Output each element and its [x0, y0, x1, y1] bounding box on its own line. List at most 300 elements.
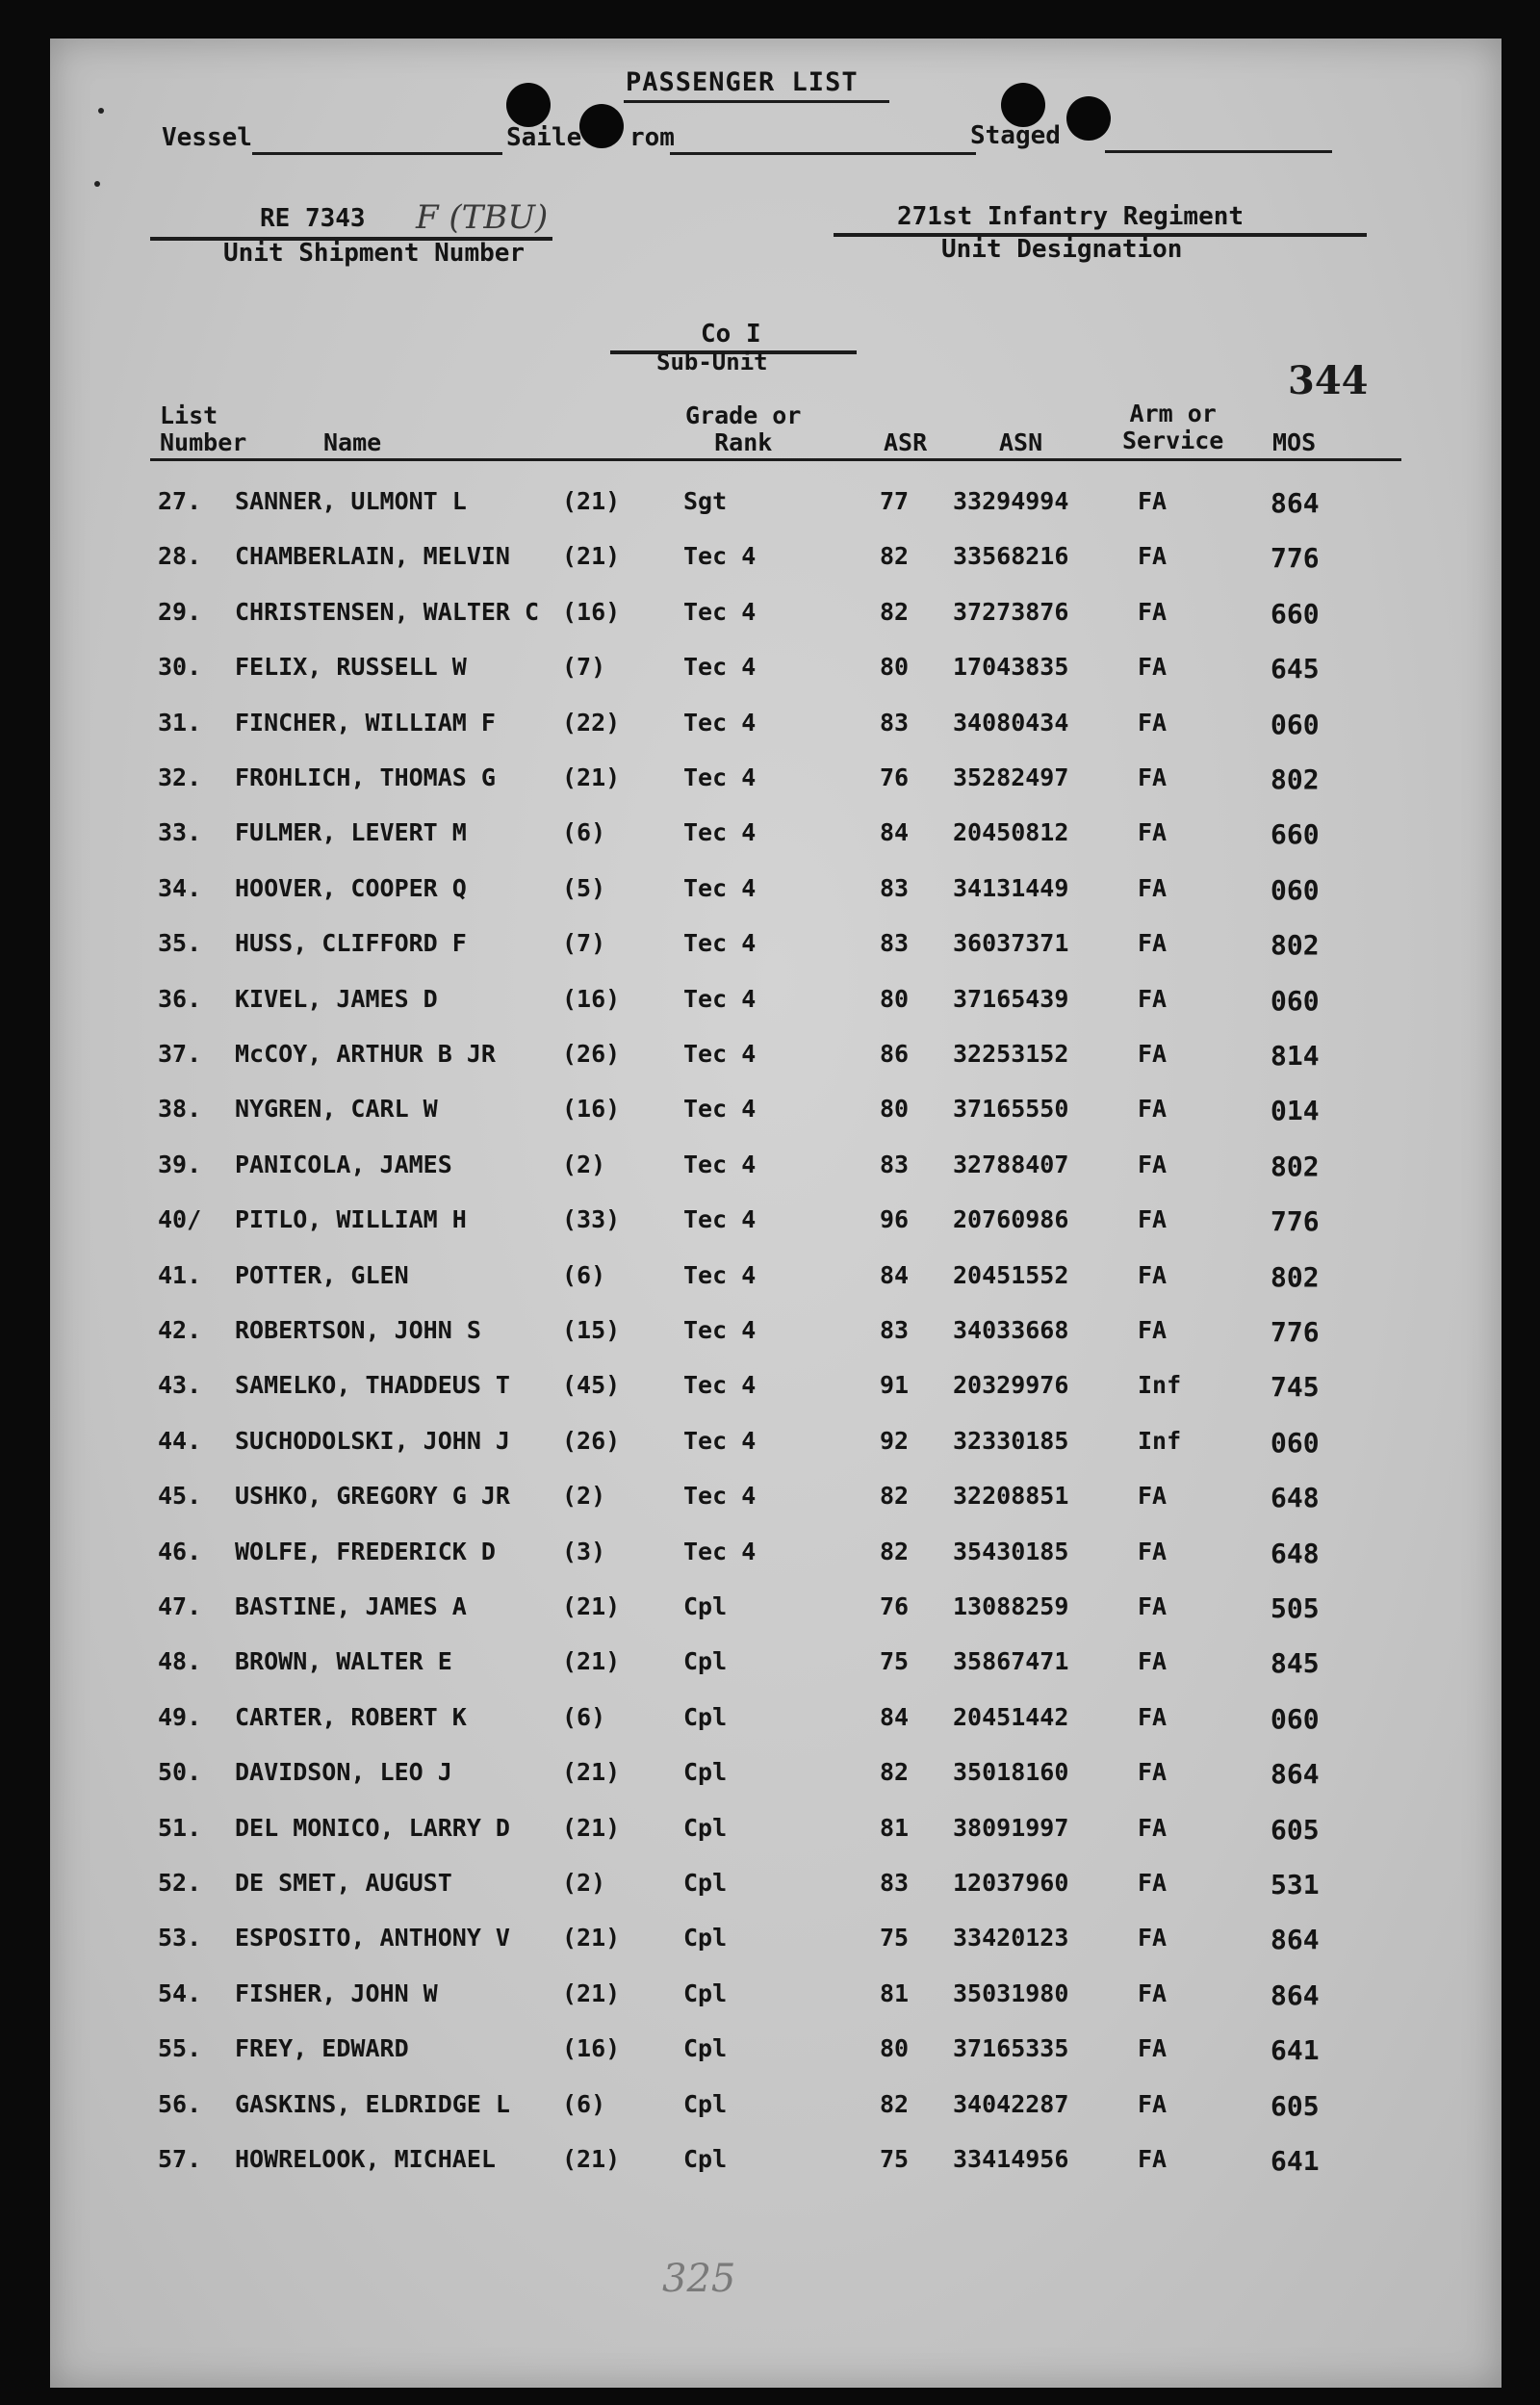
row-asn: 38091997	[953, 1813, 1069, 1842]
row-asr: 77	[880, 487, 910, 515]
sub-unit: Co I	[701, 320, 761, 349]
col-header-list	[160, 402, 246, 456]
row-name: ROBERTSON, JOHN S	[235, 1316, 481, 1344]
row-arm: FA	[1138, 1040, 1168, 1068]
row-asn: 13088259	[953, 1592, 1069, 1620]
row-name: FELIX, RUSSELL W	[235, 653, 467, 682]
row-code: (21)	[562, 1647, 621, 1676]
row-asr: 75	[880, 1647, 910, 1676]
row-asn: 32208851	[953, 1482, 1069, 1511]
row-arm: FA	[1138, 1316, 1168, 1344]
row-asr: 81	[880, 1978, 910, 2007]
row-asr: 84	[880, 1260, 910, 1289]
row-number: 36.	[158, 984, 202, 1013]
shipment-label: Unit Shipment Number	[223, 239, 526, 268]
row-arm: FA	[1138, 1869, 1168, 1897]
row-name: DAVIDSON, LEO J	[235, 1758, 452, 1787]
vessel-field-line	[252, 152, 502, 155]
table-row	[50, 1924, 1502, 1979]
col-header-grade	[685, 402, 801, 456]
row-mos: 648	[1270, 1482, 1320, 1514]
row-asr: 80	[880, 1095, 910, 1124]
row-code: (16)	[562, 597, 621, 626]
row-asr: 80	[880, 984, 910, 1013]
row-name: HOOVER, COOPER Q	[235, 873, 467, 902]
col-header-arm-top: Arm or	[1129, 400, 1217, 427]
table-row	[50, 709, 1502, 764]
row-code: (2)	[562, 1869, 606, 1897]
row-arm: FA	[1138, 1978, 1168, 2007]
col-header-list-top: List	[160, 401, 218, 429]
row-mos: 660	[1270, 597, 1320, 630]
row-mos: 641	[1270, 2034, 1320, 2067]
row-mos: 802	[1270, 1260, 1320, 1293]
row-grade: Cpl	[683, 1702, 728, 1731]
row-grade: Tec 4	[683, 1095, 757, 1124]
row-name: PITLO, WILLIAM H	[235, 1205, 467, 1234]
table-row	[50, 929, 1502, 985]
row-mos: 531	[1270, 1869, 1320, 1901]
row-name: FINCHER, WILLIAM F	[235, 708, 496, 737]
row-mos: 605	[1270, 2089, 1320, 2122]
row-asn: 35430185	[953, 1537, 1069, 1565]
row-asr: 83	[880, 929, 910, 958]
row-arm: FA	[1138, 542, 1168, 571]
row-asr: 84	[880, 1702, 910, 1731]
row-mos: 814	[1270, 1040, 1320, 1072]
row-number: 35.	[158, 929, 202, 958]
row-asr: 75	[880, 1924, 910, 1952]
row-asr: 75	[880, 2145, 910, 2173]
row-name: CARTER, ROBERT K	[235, 1702, 467, 1731]
row-arm: FA	[1138, 1260, 1168, 1289]
row-code: (21)	[562, 2145, 621, 2173]
row-mos: 060	[1270, 984, 1320, 1017]
row-asn: 34131449	[953, 873, 1069, 902]
row-asr: 82	[880, 1482, 910, 1511]
row-number: 38.	[158, 1095, 202, 1124]
row-code: (2)	[562, 1150, 606, 1178]
col-header-grade-top: Grade or	[685, 401, 802, 429]
row-asr: 82	[880, 542, 910, 571]
row-asn: 35867471	[953, 1647, 1069, 1676]
row-arm: FA	[1138, 1095, 1168, 1124]
staged-field-line	[1105, 150, 1332, 153]
row-asn: 35282497	[953, 763, 1069, 791]
row-arm: FA	[1138, 1758, 1168, 1787]
row-arm: FA	[1138, 929, 1168, 958]
row-asr: 76	[880, 1592, 910, 1620]
row-grade: Cpl	[683, 1924, 728, 1952]
row-mos: 845	[1270, 1647, 1320, 1680]
table-row	[50, 2034, 1502, 2090]
row-asn: 20760986	[953, 1205, 1069, 1234]
row-grade: Cpl	[683, 1869, 728, 1897]
row-arm: FA	[1138, 1150, 1168, 1178]
table-row	[50, 1979, 1502, 2035]
row-code: (6)	[562, 818, 606, 847]
table-row	[50, 1151, 1502, 1206]
row-arm: FA	[1138, 1647, 1168, 1676]
unit-designation: 271st Infantry Regiment	[897, 202, 1245, 231]
footer-handwritten-number: 325	[662, 2257, 736, 2301]
shipment-number: RE 7343	[260, 204, 366, 233]
row-mos: 776	[1270, 542, 1320, 575]
row-asr: 82	[880, 597, 910, 626]
row-number: 53.	[158, 1924, 202, 1952]
row-grade: Cpl	[683, 1647, 728, 1676]
row-grade: Tec 4	[683, 818, 757, 847]
row-grade: Tec 4	[683, 873, 757, 902]
row-arm: Inf	[1138, 1371, 1182, 1400]
row-asr: 76	[880, 763, 910, 791]
row-asn: 32788407	[953, 1150, 1069, 1178]
row-name: GASKINS, ELDRIDGE L	[235, 2089, 510, 2118]
column-header-rule	[150, 458, 1401, 461]
row-asn: 37273876	[953, 597, 1069, 626]
row-code: (33)	[562, 1205, 621, 1234]
row-code: (3)	[562, 1537, 606, 1565]
punch-hole-icon	[1066, 96, 1111, 141]
row-asn: 33294994	[953, 487, 1069, 515]
row-asr: 86	[880, 1040, 910, 1068]
row-code: (21)	[562, 1924, 621, 1952]
row-mos: 060	[1270, 1702, 1320, 1735]
table-row	[50, 1592, 1502, 1648]
row-mos: 864	[1270, 1924, 1320, 1956]
row-code: (15)	[562, 1316, 621, 1344]
sailed-field-line	[670, 152, 976, 155]
row-asn: 37165439	[953, 984, 1069, 1013]
row-arm: FA	[1138, 1537, 1168, 1565]
row-name: KIVEL, JAMES D	[235, 984, 438, 1013]
row-code: (21)	[562, 1758, 621, 1787]
row-arm: FA	[1138, 487, 1168, 515]
row-code: (21)	[562, 487, 621, 515]
row-arm: FA	[1138, 2034, 1168, 2063]
row-name: BASTINE, JAMES A	[235, 1592, 467, 1620]
table-row	[50, 1261, 1502, 1317]
row-number: 34.	[158, 873, 202, 902]
row-arm: FA	[1138, 708, 1168, 737]
row-number: 29.	[158, 597, 202, 626]
table-row	[50, 763, 1502, 819]
row-name: DE SMET, AUGUST	[235, 1869, 452, 1897]
row-asn: 37165335	[953, 2034, 1069, 2063]
row-name: POTTER, GLEN	[235, 1260, 409, 1289]
from-label: rom	[629, 123, 675, 152]
row-asn: 34080434	[953, 708, 1069, 737]
table-row	[50, 1814, 1502, 1870]
col-header-list-bottom: Number	[160, 428, 247, 456]
row-grade: Cpl	[683, 2089, 728, 2118]
row-arm: FA	[1138, 873, 1168, 902]
table-row	[50, 1647, 1502, 1703]
vessel-label: Vessel	[162, 123, 252, 152]
row-code: (21)	[562, 763, 621, 791]
row-arm: FA	[1138, 1702, 1168, 1731]
row-mos: 864	[1270, 1758, 1320, 1791]
row-name: DEL MONICO, LARRY D	[235, 1813, 510, 1842]
row-asr: 83	[880, 708, 910, 737]
row-asn: 12037960	[953, 1869, 1069, 1897]
row-name: SUCHODOLSKI, JOHN J	[235, 1426, 510, 1455]
table-row	[50, 2090, 1502, 2146]
row-name: CHAMBERLAIN, MELVIN	[235, 542, 510, 571]
row-grade: Tec 4	[683, 763, 757, 791]
row-grade: Tec 4	[683, 708, 757, 737]
row-asn: 34033668	[953, 1316, 1069, 1344]
row-number: 48.	[158, 1647, 202, 1676]
table-row	[50, 1758, 1502, 1814]
row-mos: 864	[1270, 1978, 1320, 2011]
table-row	[50, 653, 1502, 709]
row-asn: 36037371	[953, 929, 1069, 958]
row-grade: Tec 4	[683, 653, 757, 682]
page-title: PASSENGER LIST	[626, 67, 859, 97]
row-name: FISHER, JOHN W	[235, 1978, 438, 2007]
designation-label: Unit Designation	[941, 235, 1183, 264]
table-row	[50, 1205, 1502, 1261]
row-code: (16)	[562, 2034, 621, 2063]
row-code: (16)	[562, 1095, 621, 1124]
speck-icon	[94, 181, 100, 187]
row-code: (6)	[562, 2089, 606, 2118]
row-code: (16)	[562, 984, 621, 1013]
row-mos: 605	[1270, 1813, 1320, 1846]
row-grade: Tec 4	[683, 1426, 757, 1455]
row-number: 44.	[158, 1426, 202, 1455]
row-name: NYGREN, CARL W	[235, 1095, 438, 1124]
row-mos: 802	[1270, 1150, 1320, 1182]
table-row	[50, 1040, 1502, 1096]
row-asn: 20450812	[953, 818, 1069, 847]
row-asr: 91	[880, 1371, 910, 1400]
row-number: 45.	[158, 1482, 202, 1511]
row-grade: Cpl	[683, 1813, 728, 1842]
row-mos: 802	[1270, 763, 1320, 795]
row-grade: Tec 4	[683, 1260, 757, 1289]
row-arm: FA	[1138, 984, 1168, 1013]
row-name: FREY, EDWARD	[235, 2034, 409, 2063]
col-header-asr: ASR	[884, 428, 928, 456]
row-mos: 745	[1270, 1371, 1320, 1404]
row-grade: Tec 4	[683, 929, 757, 958]
row-asn: 20329976	[953, 1371, 1069, 1400]
row-name: FROHLICH, THOMAS G	[235, 763, 496, 791]
row-number: 33.	[158, 818, 202, 847]
row-asn: 33420123	[953, 1924, 1069, 1952]
table-row	[50, 874, 1502, 930]
row-grade: Tec 4	[683, 542, 757, 571]
row-asr: 81	[880, 1813, 910, 1842]
row-number: 28.	[158, 542, 202, 571]
shipment-handwritten-note: F (TBU)	[416, 198, 549, 237]
table-row	[50, 1869, 1502, 1925]
row-number: 57.	[158, 2145, 202, 2173]
row-name: ESPOSITO, ANTHONY V	[235, 1924, 510, 1952]
row-code: (2)	[562, 1482, 606, 1511]
row-grade: Tec 4	[683, 1537, 757, 1565]
row-arm: FA	[1138, 2089, 1168, 2118]
col-header-mos: MOS	[1272, 428, 1317, 456]
row-grade: Tec 4	[683, 1316, 757, 1344]
row-number: 43.	[158, 1371, 202, 1400]
row-mos: 060	[1270, 708, 1320, 740]
row-mos: 014	[1270, 1095, 1320, 1127]
row-name: PANICOLA, JAMES	[235, 1150, 452, 1178]
row-name: HOWRELOOK, MICHAEL	[235, 2145, 496, 2173]
row-asn: 33568216	[953, 542, 1069, 571]
row-number: 51.	[158, 1813, 202, 1842]
row-code: (26)	[562, 1040, 621, 1068]
row-name: USHKO, GREGORY G JR	[235, 1482, 510, 1511]
row-mos: 776	[1270, 1316, 1320, 1348]
table-row	[50, 1316, 1502, 1372]
sailed-label: Saile	[506, 123, 582, 152]
row-asn: 17043835	[953, 653, 1069, 682]
row-number: 41.	[158, 1260, 202, 1289]
sub-unit-label: Sub-Unit	[656, 349, 768, 375]
title-underline	[624, 100, 889, 103]
row-name: HUSS, CLIFFORD F	[235, 929, 467, 958]
row-code: (21)	[562, 542, 621, 571]
row-mos: 660	[1270, 818, 1320, 851]
row-arm: FA	[1138, 1592, 1168, 1620]
row-arm: FA	[1138, 2145, 1168, 2173]
row-mos: 505	[1270, 1592, 1320, 1624]
row-asn: 32253152	[953, 1040, 1069, 1068]
row-code: (26)	[562, 1426, 621, 1455]
row-mos: 641	[1270, 2145, 1320, 2177]
row-number: 31.	[158, 708, 202, 737]
row-number: 49.	[158, 1702, 202, 1731]
row-asr: 82	[880, 1537, 910, 1565]
col-header-name: Name	[323, 428, 382, 456]
row-code: (21)	[562, 1592, 621, 1620]
row-asn: 35018160	[953, 1758, 1069, 1787]
row-number: 52.	[158, 1869, 202, 1897]
row-code: (21)	[562, 1813, 621, 1842]
row-number: 50.	[158, 1758, 202, 1787]
row-asr: 80	[880, 2034, 910, 2063]
row-asr: 80	[880, 653, 910, 682]
row-mos: 060	[1270, 1426, 1320, 1459]
row-arm: FA	[1138, 1813, 1168, 1842]
row-grade: Tec 4	[683, 1205, 757, 1234]
table-row	[50, 2145, 1502, 2201]
table-row	[50, 985, 1502, 1041]
row-mos: 776	[1270, 1205, 1320, 1238]
row-grade: Cpl	[683, 2034, 728, 2063]
table-row	[50, 1703, 1502, 1759]
row-number: 32.	[158, 763, 202, 791]
row-asr: 92	[880, 1426, 910, 1455]
row-number: 56.	[158, 2089, 202, 2118]
row-asr: 83	[880, 873, 910, 902]
table-row	[50, 1538, 1502, 1593]
row-name: SAMELKO, THADDEUS T	[235, 1371, 510, 1400]
row-asn: 35031980	[953, 1978, 1069, 2007]
row-name: SANNER, ULMONT L	[235, 487, 467, 515]
row-grade: Cpl	[683, 2145, 728, 2173]
row-code: (6)	[562, 1260, 606, 1289]
row-name: CHRISTENSEN, WALTER C	[235, 597, 540, 626]
row-grade: Tec 4	[683, 1371, 757, 1400]
punch-hole-icon	[579, 104, 624, 148]
row-grade: Tec 4	[683, 984, 757, 1013]
row-asr: 82	[880, 2089, 910, 2118]
row-asn: 37165550	[953, 1095, 1069, 1124]
row-code: (22)	[562, 708, 621, 737]
row-grade: Cpl	[683, 1758, 728, 1787]
table-row	[50, 487, 1502, 543]
table-row	[50, 1095, 1502, 1151]
row-mos: 060	[1270, 873, 1320, 906]
row-asn: 34042287	[953, 2089, 1069, 2118]
row-arm: FA	[1138, 763, 1168, 791]
row-grade: Cpl	[683, 1978, 728, 2007]
row-number: 27.	[158, 487, 202, 515]
row-asn: 20451552	[953, 1260, 1069, 1289]
row-asr: 82	[880, 1758, 910, 1787]
row-grade: Tec 4	[683, 597, 757, 626]
row-number: 55.	[158, 2034, 202, 2063]
row-number: 39.	[158, 1150, 202, 1178]
row-arm: FA	[1138, 653, 1168, 682]
row-asr: 83	[880, 1869, 910, 1897]
col-header-arm	[1122, 401, 1223, 454]
row-number: 46.	[158, 1537, 202, 1565]
table-row	[50, 818, 1502, 874]
row-number: 47.	[158, 1592, 202, 1620]
row-mos: 648	[1270, 1537, 1320, 1569]
document-page	[50, 39, 1502, 2388]
col-header-asn: ASN	[999, 428, 1043, 456]
table-row	[50, 542, 1502, 598]
row-mos: 864	[1270, 487, 1320, 519]
row-asn: 33414956	[953, 2145, 1069, 2173]
row-code: (7)	[562, 929, 606, 958]
row-grade: Sgt	[683, 487, 728, 515]
row-name: BROWN, WALTER E	[235, 1647, 452, 1676]
row-number: 37.	[158, 1040, 202, 1068]
row-code: (5)	[562, 873, 606, 902]
punch-hole-icon	[506, 83, 551, 127]
row-code: (7)	[562, 653, 606, 682]
row-name: WOLFE, FREDERICK D	[235, 1537, 496, 1565]
row-name: McCOY, ARTHUR B JR	[235, 1040, 496, 1068]
row-name: FULMER, LEVERT M	[235, 818, 467, 847]
table-row	[50, 1482, 1502, 1538]
row-code: (45)	[562, 1371, 621, 1400]
row-grade: Tec 4	[683, 1040, 757, 1068]
row-number: 54.	[158, 1978, 202, 2007]
row-arm: FA	[1138, 1924, 1168, 1952]
col-header-grade-bottom: Rank	[714, 428, 773, 456]
row-grade: Cpl	[683, 1592, 728, 1620]
row-asr: 96	[880, 1205, 910, 1234]
row-grade: Tec 4	[683, 1482, 757, 1511]
row-arm: Inf	[1138, 1426, 1182, 1455]
row-code: (6)	[562, 1702, 606, 1731]
row-asn: 32330185	[953, 1426, 1069, 1455]
row-mos: 802	[1270, 929, 1320, 962]
table-row	[50, 598, 1502, 654]
row-asr: 83	[880, 1150, 910, 1178]
staged-label: Staged	[970, 121, 1061, 150]
row-arm: FA	[1138, 1482, 1168, 1511]
